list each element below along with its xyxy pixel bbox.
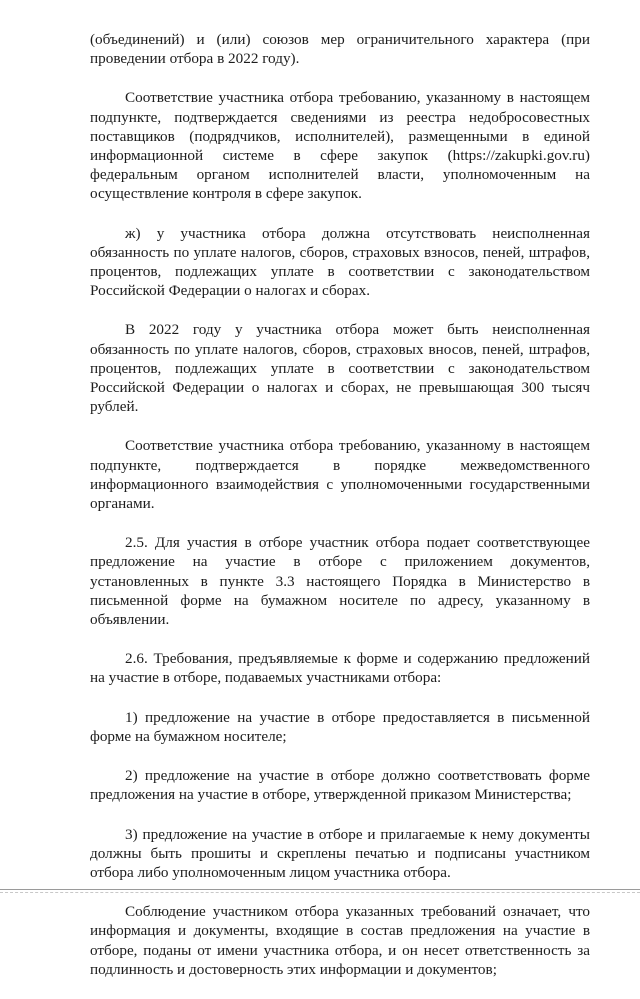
paragraph-2-5: 2.5. Для участия в отборе участник отбора подает соответствующее предложение на участие в отборе с приложением документов, установленных в пункте 3.3 настоящего Порядка в Министерство в письменной форме на бумажном носителе по адресу, указанному в объявлении. (90, 534, 590, 629)
paragraph-continuation: (объединений) и (или) союзов мер ограничительного характера (при проведении отбора в 2022 году). (90, 31, 590, 68)
paragraph-requirement-3: 3) предложение на участие в отборе и прилагаемые к нему документы должны быть прошиты и скреплены печатью и подписаны участником отбора либо уполномоченным лицом участника отбора. (90, 825, 590, 881)
paragraph-compliance-meaning: Соблюдение участником отбора указанных требований означает, что информация и документы, входящие в состав предложения на участие в отборе, поданы от имени участника отбора, и он несет ответственность за подлинность и достоверность этих информации и документов; (90, 903, 590, 978)
paragraph-requirement-2: 2) предложение на участие в отборе должно соответствовать форме предложения на участие в отборе, утвержденной приказом Министерства; (90, 767, 590, 804)
paragraph-requirement-1: 1) предложение на участие в отборе предоставляется в письменной форме на бумажном носителе; (90, 708, 590, 745)
paragraph-registry-compliance: Соответствие участника отбора требованию, указанному в настоящем подпункте, подтверждается сведениями из реестра недобросовестных поставщиков (подрядчиков, исполнителей), размещенными в единой информационной системе в сфере закупок (https://zakupki.gov.ru) федеральным органом исполнителей власти, уполномоченным на осуществление контроля в сфере закупок. (90, 89, 590, 203)
document-page (90, 30, 590, 999)
bottom-scan-edge (0, 889, 640, 890)
paragraph-item-zh: ж) у участника отбора должна отсутствовать неисполненная обязанность по уплате налогов, сборов, страховых взносов, пеней, штрафов, процентов, подлежащих уплате в соответствии с законодательством Российской Федерации о налогах и сборах. (90, 224, 590, 300)
paragraph-2022-tax-debt: В 2022 году у участника отбора может быть неисполненная обязанность по уплате налогов, сборов, страховых вносов, пеней, штрафов, процентов, подлежащих уплате в соответствии с законодательством Российской Федерации о налогах и сборах, не превышающая 300 тысяч рублей. (90, 321, 590, 416)
paragraph-2-6: 2.6. Требования, предъявляемые к форме и содержанию предложений на участие в отборе, подаваемых участниками отбора: (90, 650, 590, 687)
paragraph-interagency-compliance: Соответствие участника отбора требованию, указанному в настоящем подпункте, подтверждается в порядке межведомственного информационного взаимодействия с уполномоченными государственными органами. (90, 437, 590, 513)
bottom-scan-edge-shadow (0, 892, 640, 893)
